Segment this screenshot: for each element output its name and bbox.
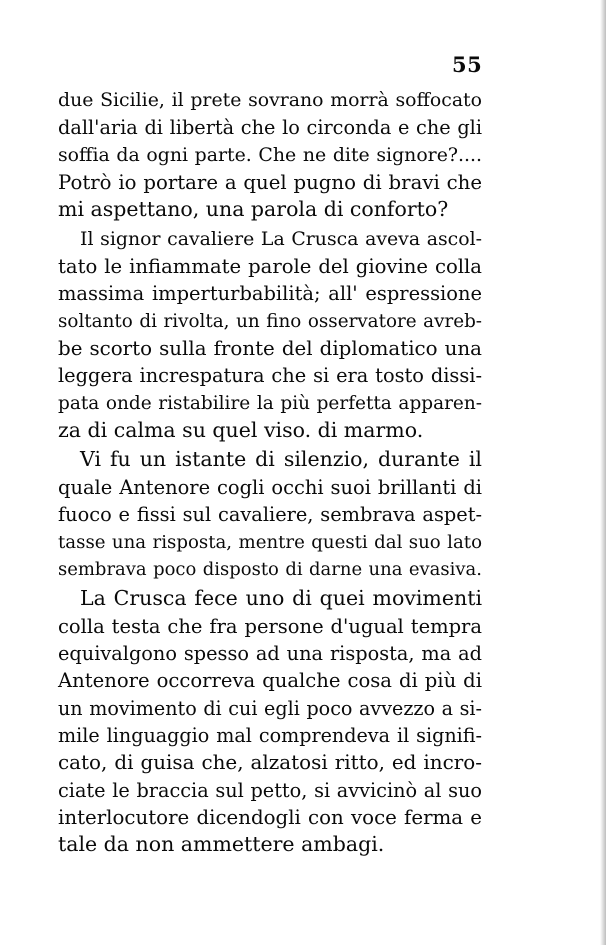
text-line: mi aspettano, una parola di conforto? (58, 197, 449, 222)
text-line: due Sicilie, il prete sovrano morrà soffocato (58, 89, 482, 111)
page-edge-shadow (600, 0, 606, 945)
text-line: dall'aria di libertà che lo circonda e che gli (58, 116, 482, 140)
text-line: Antenore occorreva qualche cosa di più di (58, 669, 482, 693)
text-line: quale Antenore cogli occhi suoi brillanti di (58, 475, 482, 499)
text-line: equivalgono spesso ad una risposta, ma ad (58, 641, 482, 665)
text-line: leggera increspatura che si era tosto dissi- (58, 364, 482, 388)
text-line: soffia da ogni parte. Che ne dite signore?.... (58, 143, 482, 166)
text-line: mile linguaggio mal comprendeva il signifi- (58, 723, 482, 747)
body-text (58, 87, 482, 859)
text-line: tasse una risposta, mentre questi dal suo lato (58, 531, 482, 553)
text-line: Vi fu un istante di silenzio, durante il (80, 447, 482, 472)
text-line: La Crusca fece uno di quei movimenti (80, 586, 482, 611)
paragraph-1 (58, 87, 482, 224)
text-line: tato le infiammate parole del giovine colla (58, 255, 482, 279)
text-line: tale da non ammettere ambagi. (58, 832, 385, 857)
page-number: 55 (452, 52, 483, 77)
text-line: Il signor cavaliere La Crusca aveva ascol- (80, 227, 482, 250)
text-line: be scorto sulla fronte del diplomatico una (58, 337, 482, 361)
text-line: un movimento di cui egli poco avvezzo a si- (58, 696, 482, 720)
paragraph-2 (58, 226, 482, 445)
text-line: ciate le braccia sul petto, si avvicinò al suo (58, 778, 482, 802)
paragraph-4 (58, 585, 482, 858)
text-line: cato, di guisa che, alzatosi ritto, ed incro- (58, 751, 482, 775)
text-line: Potrò io portare a quel pugno di bravi che (58, 171, 482, 195)
paragraph-3 (58, 446, 482, 583)
text-line: sembrava poco disposto di darne una evasiva. (58, 558, 482, 580)
text-line: colla testa che fra persone d'ugual tempra (58, 614, 482, 638)
text-line: za di calma su quel viso. di marmo. (58, 418, 424, 443)
text-line: massima imperturbabilità; all' espressione (58, 282, 482, 306)
text-line: fuoco e fissi sul cavaliere, sembrava aspet- (58, 503, 482, 527)
text-line: interlocutore dicendogli con voce ferma e (58, 805, 482, 829)
text-line: soltanto di rivolta, un fino osservatore avreb- (58, 310, 482, 332)
text-line: pata onde ristabilire la più perfetta apparen- (58, 392, 482, 414)
